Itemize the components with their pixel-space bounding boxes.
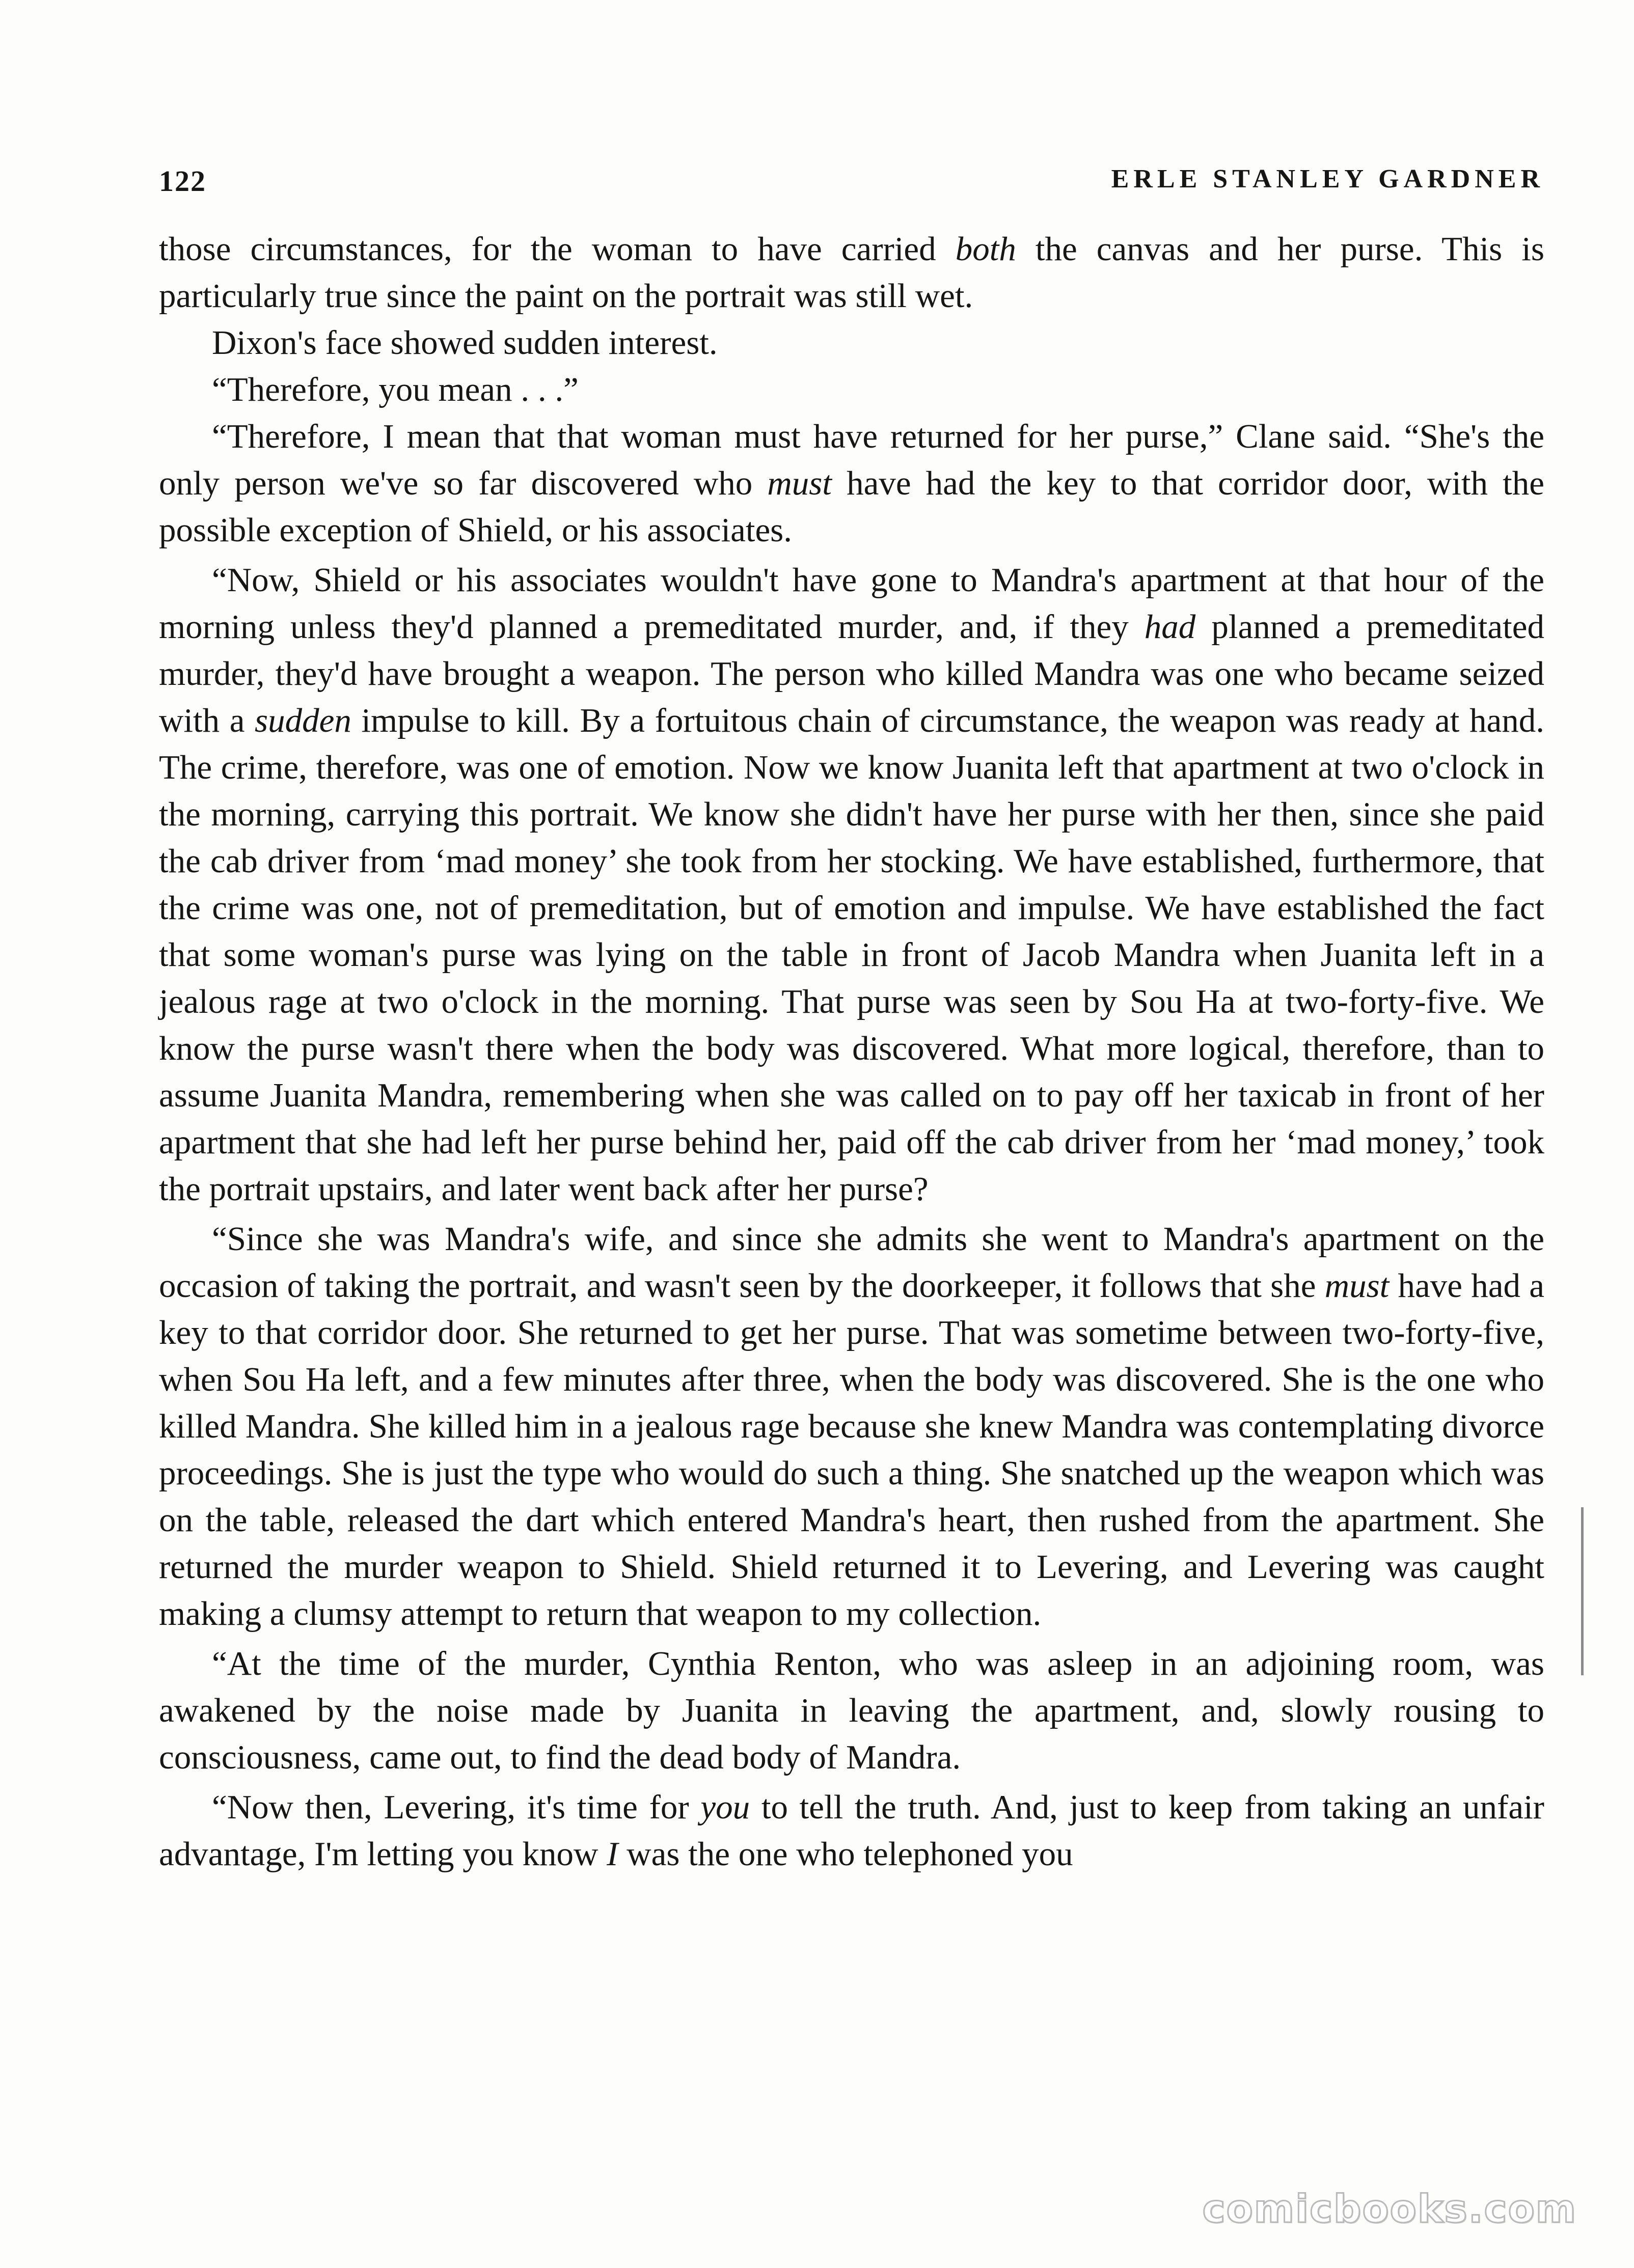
text-run: planned a premeditated murder, they'd have brought a weapon. The person who killed Mandra was one who became seized with a [159, 608, 1544, 739]
paragraph [159, 557, 1544, 1212]
book-author-heading: ERLE STANLEY GARDNER [1111, 164, 1544, 193]
text-run: have had a key to that corridor door. She returned to get her purse. That was sometime between two-forty-five, when Sou Ha left, and a few minutes after three, when the body was discovered. She is the one who killed Mandra. She killed him in a jealous rage because she knew Mandra was contemplating divorce proceedings. She is just the type who would do such a thing. She snatched up the weapon which was on the table, released the dart which entered Mandra's heart, then rushed from the apartment. She returned the murder weapon to Shield. Shield returned it to Levering, and Levering was caught making a clumsy attempt to return that weapon to my collection. [159, 1267, 1544, 1633]
scan-margin-line [1581, 1507, 1584, 1675]
paragraph [159, 366, 1544, 413]
text-run: was the one who telephoned you [618, 1835, 1073, 1873]
emphasis-text: I [607, 1835, 618, 1873]
text-run: “Since she was Mandra's wife, and since she admits she went to Mandra's apartment on the occasion of taking the portrait, and wasn't seen by the doorkeeper, it follows that she [159, 1220, 1544, 1305]
text-run: “Now then, Levering, it's time for [212, 1788, 701, 1826]
emphasis-text: must [767, 464, 832, 502]
text-run: “Therefore, I mean that that woman must have returned for her purse,” Clane said. “She's the only person we've so far discovered who [159, 418, 1544, 502]
paragraph [159, 319, 1544, 366]
emphasis-text: sudden [255, 702, 351, 739]
text-run: “Now, Shield or his associates wouldn't have gone to Mandra's apartment at that hour of the morning unless they'd planned a premeditated murder, and, if they [159, 561, 1544, 646]
emphasis-text: must [1324, 1267, 1390, 1305]
paragraph [159, 1640, 1544, 1781]
page-number: 122 [159, 164, 206, 198]
text-run: to tell the truth. And, just to keep from taking an unfair advantage, I'm letting you know [159, 1788, 1544, 1873]
text-run: Dixon's face showed sudden interest. [212, 324, 718, 362]
text-run: impulse to kill. By a fortuitous chain of circumstance, the weapon was ready at hand. The crime, therefore, was one of emotion. Now we know Juanita left that apartment at two o'clock in the morning, carrying this portrait. We know she didn't have her purse with her then, since she paid the cab driver from ‘mad money’ she took from her stocking. We have established, furthermore, that the crime was one, not of premeditation, but of emotion and impulse. We have established the fact that some woman's purse was lying on the table in front of Jacob Mandra when Juanita left in a jealous rage at two o'clock in the morning. That purse was seen by Sou Ha at two-forty-five. We know the purse wasn't there when the body was discovered. What more logical, therefore, than to assume Juanita Mandra, remembering when she was called on to pay off her taxicab in front of her apartment that she had left her purse behind her, paid off the cab driver from her ‘mad money,’ took the portrait upstairs, and later went back after her purse? [159, 702, 1544, 1208]
text-run: “Therefore, you mean . . .” [212, 371, 579, 408]
emphasis-text: both [955, 230, 1016, 268]
text-run: the canvas and her purse. This is particularly true since the paint on the portrait was still wet. [159, 230, 1544, 315]
text-run: “At the time of the murder, Cynthia Renton, who was asleep in an adjoining room, was awakened by the noise made by Juanita in leaving the apartment, and, slowly rousing to consciousness, came out, to find the dead body of Mandra. [159, 1645, 1544, 1776]
paragraph [159, 1784, 1544, 1877]
paragraph [159, 226, 1544, 319]
text-run: those circumstances, for the woman to have carried [159, 230, 956, 268]
emphasis-text: you [700, 1788, 750, 1826]
paragraph [159, 413, 1544, 554]
body-text [159, 226, 1544, 1877]
text-run: have had the key to that corridor door, with the possible exception of Shield, or his associates. [159, 464, 1544, 549]
watermark: comicbooks.com [1202, 2186, 1577, 2231]
paragraph [159, 1215, 1544, 1637]
emphasis-text: had [1144, 608, 1196, 646]
running-head [159, 164, 1544, 205]
